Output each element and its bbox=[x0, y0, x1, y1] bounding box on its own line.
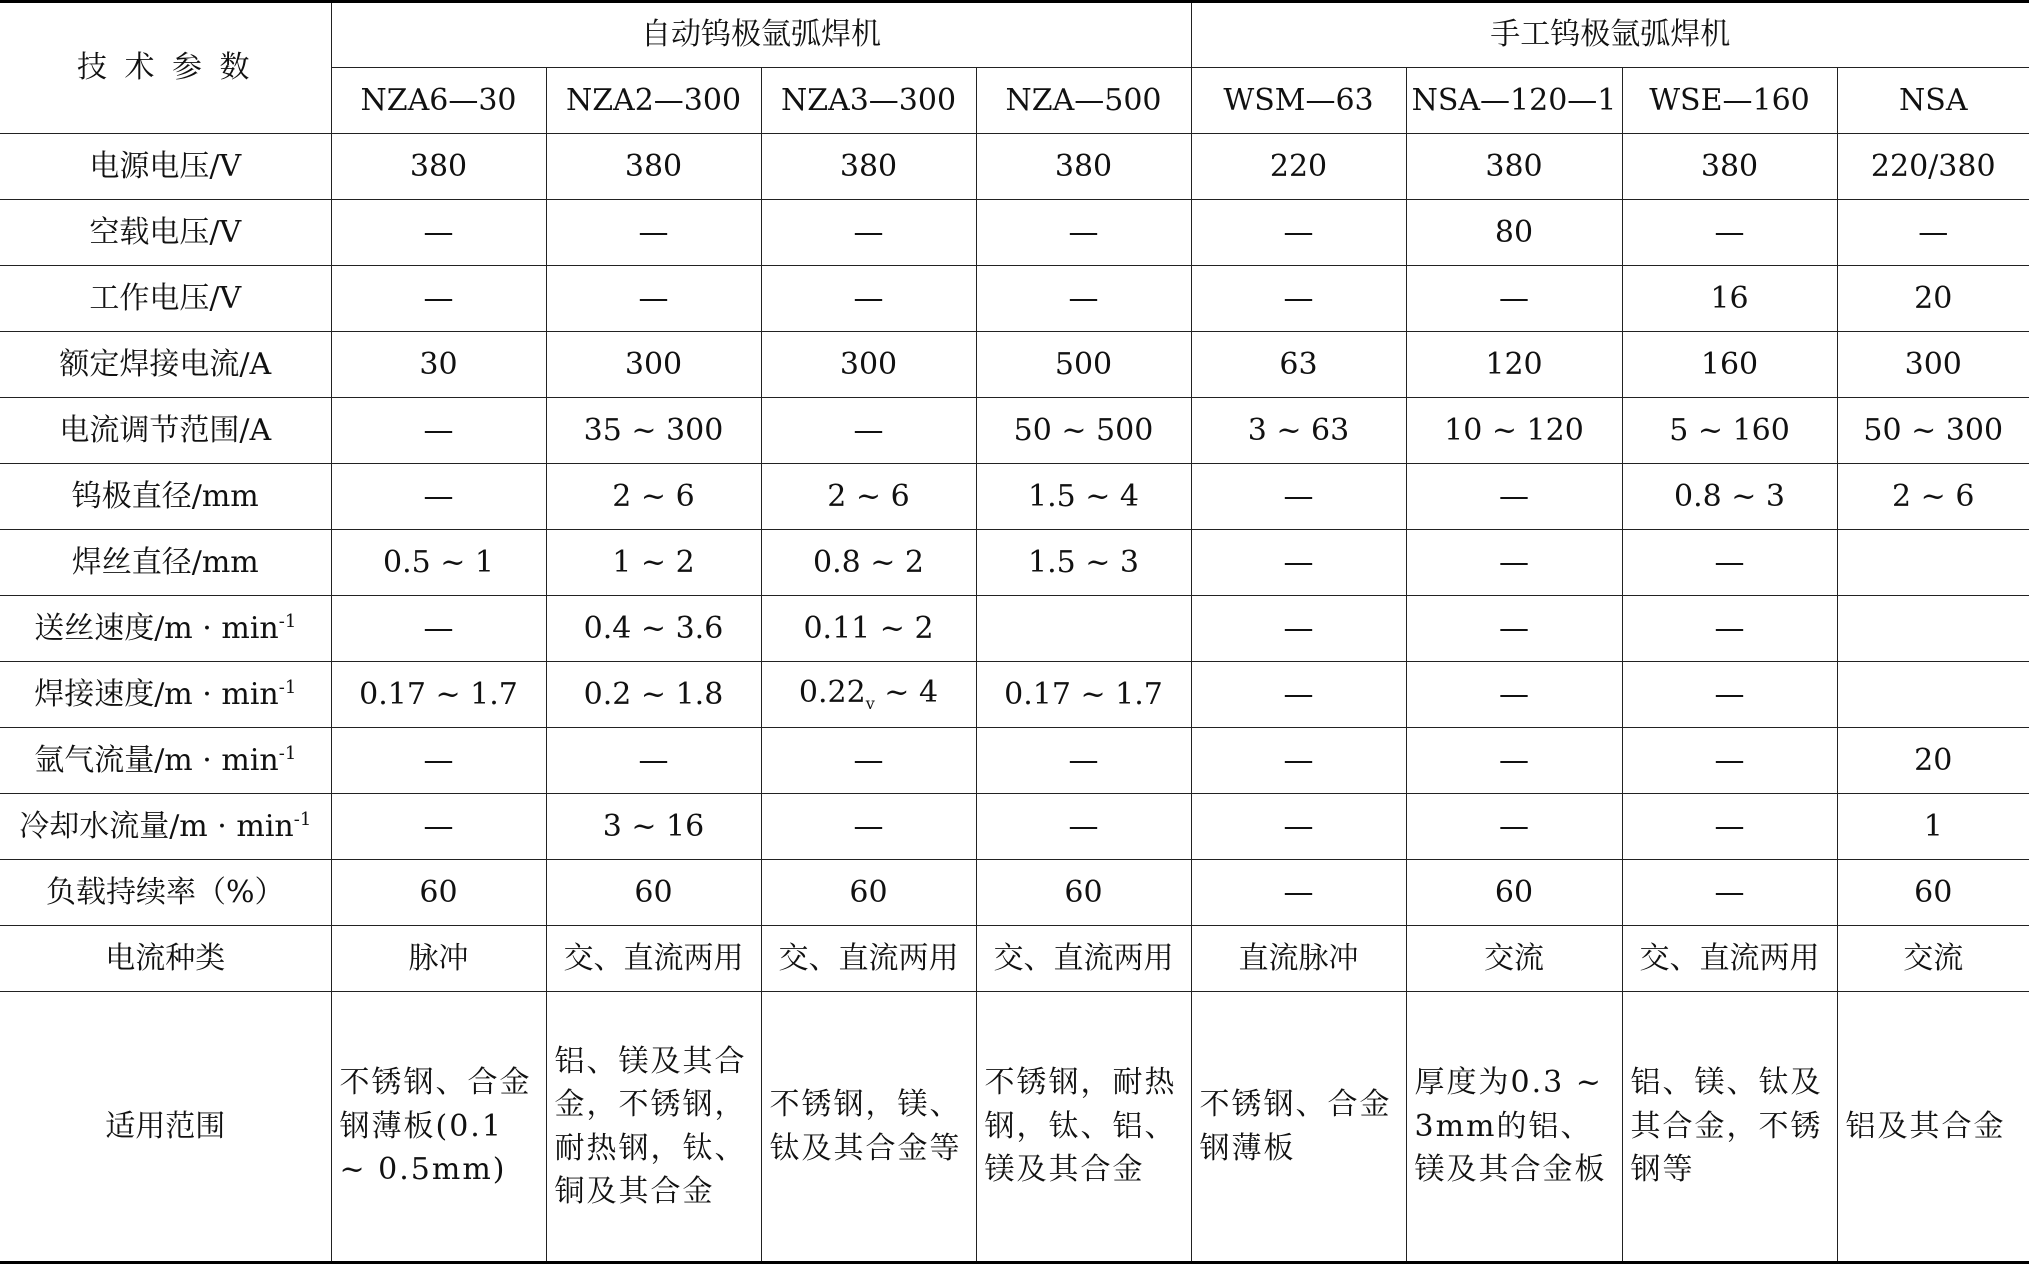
table-cell bbox=[1622, 926, 1837, 992]
cell-value: — bbox=[1068, 808, 1099, 844]
table-cell bbox=[976, 860, 1191, 926]
cell-value: 2 ~ 6 bbox=[612, 478, 695, 514]
cell-value: 交、直流两用 bbox=[563, 940, 744, 976]
table-cell bbox=[1837, 464, 2029, 530]
table-cell bbox=[546, 530, 761, 596]
scope-cell: 不锈钢，耐热钢，钛、铝、镁及其合金 bbox=[976, 992, 1191, 1263]
cell-value: — bbox=[1499, 280, 1529, 316]
table-cell bbox=[1837, 662, 2029, 728]
table-cell bbox=[546, 794, 761, 860]
cell-value: 60 bbox=[419, 874, 458, 910]
cell-value: 380 bbox=[409, 148, 468, 184]
cell-value: 300 bbox=[839, 346, 898, 382]
cell-value: 1.5 ~ 3 bbox=[1027, 544, 1139, 580]
table-cell bbox=[331, 728, 546, 794]
cell-value: — bbox=[853, 214, 884, 250]
table-cell bbox=[546, 596, 761, 662]
cell-value: 500 bbox=[1054, 346, 1113, 382]
cell-value: 交、直流两用 bbox=[1639, 940, 1820, 976]
table-cell bbox=[1406, 728, 1622, 794]
table-cell bbox=[1622, 332, 1837, 398]
cell-value: 60 bbox=[1064, 874, 1103, 910]
cell-value: 交流 bbox=[1903, 940, 1964, 976]
table-cell bbox=[976, 200, 1191, 266]
row-label-text: 空载电压/V bbox=[89, 214, 242, 250]
table-cell bbox=[1622, 266, 1837, 332]
group-auto-header: 自动钨极氩弧焊机 bbox=[331, 2, 1191, 68]
table-cell bbox=[976, 398, 1191, 464]
table-cell bbox=[546, 200, 761, 266]
scope-cell: 厚度为0.3 ~ 3mm的铝、镁及其合金板 bbox=[1406, 992, 1622, 1263]
row-label bbox=[0, 464, 331, 530]
cell-value: 380 bbox=[1700, 148, 1759, 184]
cell-value: — bbox=[1714, 808, 1745, 844]
cell-value: — bbox=[1714, 544, 1745, 580]
table-cell bbox=[1191, 926, 1406, 992]
table-cell bbox=[1191, 596, 1406, 662]
cell-value: 160 bbox=[1700, 346, 1759, 382]
row-label-text: 焊接速度/m · min bbox=[34, 676, 279, 712]
cell-value: — bbox=[1068, 214, 1099, 250]
table-cell bbox=[1406, 464, 1622, 530]
cell-value: 50 ~ 300 bbox=[1863, 412, 2004, 448]
cell-value: 20 bbox=[1914, 742, 1953, 778]
table-row-scope bbox=[0, 992, 2029, 1263]
table-cell bbox=[761, 596, 976, 662]
cell-value: — bbox=[638, 214, 669, 250]
table-cell bbox=[1622, 794, 1837, 860]
cell-value: 0.17 ~ 1.7 bbox=[1004, 676, 1163, 712]
table-cell bbox=[1837, 860, 2029, 926]
cell-value: 30 bbox=[419, 346, 458, 382]
table-cell bbox=[761, 266, 976, 332]
cell-value: — bbox=[1283, 544, 1314, 580]
row-label-text: 负载持续率（%） bbox=[45, 874, 285, 910]
table-cell bbox=[1837, 530, 2029, 596]
table-cell bbox=[546, 662, 761, 728]
cell-value: — bbox=[1714, 214, 1745, 250]
cell-value: — bbox=[423, 808, 454, 844]
table-row bbox=[0, 662, 2029, 728]
table-row bbox=[0, 794, 2029, 860]
table-cell bbox=[761, 662, 976, 728]
table-cell bbox=[331, 596, 546, 662]
row-label-text: 送丝速度/m · min bbox=[34, 610, 279, 646]
table-cell bbox=[546, 398, 761, 464]
table-row bbox=[0, 926, 2029, 992]
unit-exponent: -1 bbox=[293, 808, 312, 830]
table-cell bbox=[1622, 530, 1837, 596]
cell-value: 0.17 ~ 1.7 bbox=[359, 676, 518, 712]
cell-value: — bbox=[1283, 478, 1314, 514]
table-cell bbox=[1191, 794, 1406, 860]
model-header: NSA—120—1 bbox=[1406, 68, 1622, 134]
row-label-text: 钨极直径/mm bbox=[71, 478, 259, 514]
cell-value: — bbox=[1918, 214, 1949, 250]
table-cell bbox=[1406, 662, 1622, 728]
cell-value: 3 ~ 16 bbox=[602, 808, 705, 844]
table-cell bbox=[1837, 794, 2029, 860]
table-cell bbox=[331, 530, 546, 596]
table-cell bbox=[546, 464, 761, 530]
row-label: 适用范围 bbox=[0, 992, 331, 1263]
cell-value: 220 bbox=[1269, 148, 1328, 184]
scope-cell: 铝、镁、钛及其合金，不锈钢等 bbox=[1622, 992, 1837, 1263]
row-label bbox=[0, 662, 331, 728]
cell-value: — bbox=[1714, 610, 1745, 646]
table-cell bbox=[1837, 134, 2029, 200]
table-cell bbox=[331, 266, 546, 332]
cell-value-tail: ~ 4 bbox=[874, 675, 939, 711]
cell-value: 交流 bbox=[1484, 940, 1544, 976]
table-cell bbox=[1837, 398, 2029, 464]
table-cell bbox=[761, 794, 976, 860]
cell-value: 80 bbox=[1494, 214, 1534, 250]
cell-value: 0.8 ~ 3 bbox=[1673, 478, 1785, 514]
row-label bbox=[0, 596, 331, 662]
table-cell bbox=[1406, 794, 1622, 860]
table-cell bbox=[546, 332, 761, 398]
cell-value: — bbox=[853, 742, 884, 778]
table-cell bbox=[1406, 266, 1622, 332]
group-manual-header: 手工钨极氩弧焊机 bbox=[1191, 2, 2029, 68]
cell-value: 脉冲 bbox=[408, 940, 469, 976]
cell-value: — bbox=[1499, 610, 1529, 646]
cell-value: 0.5 ~ 1 bbox=[382, 544, 494, 580]
table-cell bbox=[546, 266, 761, 332]
cell-value: — bbox=[1283, 280, 1314, 316]
table-cell bbox=[761, 398, 976, 464]
row-label bbox=[0, 398, 331, 464]
cell-value: 2 ~ 6 bbox=[827, 478, 910, 514]
table-cell bbox=[976, 728, 1191, 794]
row-label-text: 冷却水流量/m · min bbox=[19, 808, 294, 844]
table-cell bbox=[1837, 266, 2029, 332]
cell-value: 120 bbox=[1485, 346, 1543, 382]
table-cell bbox=[1837, 596, 2029, 662]
cell-value: 5 ~ 160 bbox=[1669, 412, 1790, 448]
cell-value: 直流脉冲 bbox=[1238, 940, 1359, 976]
table-cell bbox=[1191, 662, 1406, 728]
table-row bbox=[0, 200, 2029, 266]
table-cell bbox=[1191, 134, 1406, 200]
cell-value: — bbox=[1283, 610, 1314, 646]
table-cell bbox=[331, 860, 546, 926]
table-cell bbox=[1191, 398, 1406, 464]
row-label-text: 额定焊接电流/A bbox=[59, 346, 272, 382]
cell-value: 380 bbox=[839, 148, 898, 184]
cell-value: — bbox=[1714, 874, 1745, 910]
table-row bbox=[0, 860, 2029, 926]
scope-cell: 铝、镁及其合金，不锈钢，耐热钢，钛、铜及其合金 bbox=[546, 992, 761, 1263]
cell-value: 0.22 bbox=[798, 675, 866, 711]
cell-value: 交、直流两用 bbox=[778, 940, 959, 976]
unit-exponent: -1 bbox=[278, 676, 297, 698]
model-header: WSE—160 bbox=[1622, 68, 1837, 134]
cell-value: 380 bbox=[1485, 148, 1543, 184]
table-cell bbox=[1622, 662, 1837, 728]
cell-value: — bbox=[1499, 808, 1529, 844]
table-cell bbox=[1837, 332, 2029, 398]
table-cell bbox=[1622, 398, 1837, 464]
param-header: 技 术 参 数 bbox=[0, 2, 331, 134]
table-cell bbox=[1191, 530, 1406, 596]
cell-value: 60 bbox=[1914, 874, 1953, 910]
unit-exponent: -1 bbox=[278, 610, 297, 632]
row-label-text: 电流种类 bbox=[105, 940, 226, 976]
cell-value: 10 ~ 120 bbox=[1444, 412, 1584, 448]
table-cell bbox=[1406, 530, 1622, 596]
scope-cell: 铝及其合金 bbox=[1837, 992, 2029, 1263]
cell-value: 0.11 ~ 2 bbox=[803, 610, 934, 646]
table-cell bbox=[761, 860, 976, 926]
scope-cell: 不锈钢、合金钢薄板 bbox=[1191, 992, 1406, 1263]
row-label bbox=[0, 860, 331, 926]
cell-value: 60 bbox=[1494, 874, 1534, 910]
row-label-text: 电源电压/V bbox=[89, 148, 242, 184]
table-cell bbox=[1622, 596, 1837, 662]
table-row bbox=[0, 464, 2029, 530]
table-cell bbox=[1191, 728, 1406, 794]
table-row bbox=[0, 134, 2029, 200]
table-cell bbox=[976, 596, 1191, 662]
table-row bbox=[0, 332, 2029, 398]
table-cell bbox=[976, 794, 1191, 860]
cell-value: — bbox=[1714, 676, 1745, 712]
table-cell bbox=[1837, 200, 2029, 266]
cell-value: 3 ~ 63 bbox=[1247, 412, 1350, 448]
cell-value: — bbox=[1499, 544, 1529, 580]
cell-value: 380 bbox=[624, 148, 683, 184]
table-row bbox=[0, 596, 2029, 662]
table-cell bbox=[1622, 728, 1837, 794]
table-cell bbox=[1406, 926, 1622, 992]
table-cell bbox=[1837, 728, 2029, 794]
cell-value: — bbox=[1283, 214, 1314, 250]
table-cell bbox=[331, 662, 546, 728]
cell-value: 300 bbox=[1904, 346, 1962, 382]
table-cell bbox=[331, 926, 546, 992]
table-row bbox=[0, 398, 2029, 464]
cell-value: 0.2 ~ 1.8 bbox=[583, 676, 724, 712]
row-label bbox=[0, 926, 331, 992]
cell-value: — bbox=[853, 412, 884, 448]
row-label-text: 电流调节范围/A bbox=[59, 412, 272, 448]
table-cell bbox=[1406, 860, 1622, 926]
row-label-text: 氩气流量/m · min bbox=[34, 742, 279, 778]
model-header: NZA2—300 bbox=[546, 68, 761, 134]
cell-value: 2 ~ 6 bbox=[1892, 478, 1975, 514]
cell-value: 1 bbox=[1923, 808, 1943, 844]
cell-value: — bbox=[423, 742, 454, 778]
table-cell bbox=[1622, 464, 1837, 530]
model-header: NZA6—30 bbox=[331, 68, 546, 134]
cell-value: — bbox=[423, 214, 454, 250]
table-cell bbox=[331, 794, 546, 860]
table-cell bbox=[546, 134, 761, 200]
cell-value: 63 bbox=[1279, 346, 1318, 382]
scope-cell: 不锈钢、合金钢薄板(0.1 ~ 0.5mm) bbox=[331, 992, 546, 1263]
table-cell bbox=[761, 926, 976, 992]
cell-value: — bbox=[423, 478, 454, 514]
table-cell bbox=[546, 860, 761, 926]
cell-value: 380 bbox=[1054, 148, 1113, 184]
table-cell bbox=[1406, 398, 1622, 464]
table-cell bbox=[546, 728, 761, 794]
table-cell bbox=[1622, 860, 1837, 926]
row-label bbox=[0, 332, 331, 398]
cell-subscript: v bbox=[865, 694, 875, 714]
table-cell bbox=[761, 464, 976, 530]
cell-value: — bbox=[1283, 874, 1314, 910]
table-cell bbox=[976, 332, 1191, 398]
cell-value: 1.5 ~ 4 bbox=[1027, 478, 1139, 514]
table-cell bbox=[1191, 332, 1406, 398]
row-label-text: 焊丝直径/mm bbox=[71, 544, 259, 580]
table-cell bbox=[761, 200, 976, 266]
model-header: NZA3—300 bbox=[761, 68, 976, 134]
cell-value: — bbox=[638, 280, 669, 316]
table-cell bbox=[976, 134, 1191, 200]
table-row bbox=[0, 728, 2029, 794]
cell-value: — bbox=[1499, 676, 1529, 712]
cell-value: — bbox=[1283, 676, 1314, 712]
model-header: NSA bbox=[1837, 68, 2029, 134]
table-row bbox=[0, 266, 2029, 332]
model-header: NZA—500 bbox=[976, 68, 1191, 134]
cell-value: 300 bbox=[624, 346, 683, 382]
table-cell bbox=[1406, 596, 1622, 662]
cell-value: 60 bbox=[634, 874, 673, 910]
cell-value: 0.4 ~ 3.6 bbox=[583, 610, 724, 646]
table-cell bbox=[331, 200, 546, 266]
table-cell bbox=[1191, 464, 1406, 530]
cell-value: 50 ~ 500 bbox=[1013, 412, 1154, 448]
cell-value: — bbox=[423, 412, 454, 448]
table-cell bbox=[976, 464, 1191, 530]
table-row bbox=[0, 530, 2029, 596]
cell-value: 交、直流两用 bbox=[993, 940, 1174, 976]
row-label bbox=[0, 266, 331, 332]
row-label-text: 工作电压/V bbox=[89, 280, 242, 316]
cell-value: — bbox=[1068, 742, 1099, 778]
row-label bbox=[0, 728, 331, 794]
table-cell bbox=[761, 728, 976, 794]
table-cell bbox=[761, 530, 976, 596]
table-cell bbox=[331, 398, 546, 464]
table-cell bbox=[761, 332, 976, 398]
cell-value: 0.8 ~ 2 bbox=[812, 544, 924, 580]
table-cell bbox=[761, 134, 976, 200]
cell-value: — bbox=[1714, 742, 1745, 778]
table-cell bbox=[1191, 266, 1406, 332]
table-cell bbox=[546, 926, 761, 992]
cell-value: — bbox=[1499, 742, 1529, 778]
row-label bbox=[0, 200, 331, 266]
table-cell bbox=[976, 662, 1191, 728]
table-cell bbox=[331, 134, 546, 200]
cell-value: 220/380 bbox=[1870, 148, 1996, 184]
unit-exponent: -1 bbox=[278, 742, 297, 764]
table-cell bbox=[1406, 200, 1622, 266]
row-label bbox=[0, 134, 331, 200]
table-cell bbox=[331, 332, 546, 398]
table-cell bbox=[331, 464, 546, 530]
cell-value: — bbox=[423, 280, 454, 316]
cell-value: — bbox=[638, 742, 669, 778]
cell-value: — bbox=[853, 280, 884, 316]
cell-value: — bbox=[853, 808, 884, 844]
model-header: WSM—63 bbox=[1191, 68, 1406, 134]
table-cell bbox=[1191, 200, 1406, 266]
row-label bbox=[0, 530, 331, 596]
row-label bbox=[0, 794, 331, 860]
table-cell bbox=[1191, 860, 1406, 926]
table-cell bbox=[1406, 332, 1622, 398]
table-cell bbox=[1622, 200, 1837, 266]
table-cell bbox=[976, 266, 1191, 332]
cell-value: 60 bbox=[849, 874, 888, 910]
table-cell bbox=[1837, 926, 2029, 992]
cell-value: — bbox=[1068, 280, 1099, 316]
cell-value: 35 ~ 300 bbox=[583, 412, 724, 448]
table-cell bbox=[976, 926, 1191, 992]
cell-value: — bbox=[1283, 808, 1314, 844]
cell-value: — bbox=[423, 610, 454, 646]
cell-value: 20 bbox=[1914, 280, 1953, 316]
cell-value: 16 bbox=[1710, 280, 1749, 316]
cell-value: — bbox=[1499, 478, 1529, 514]
cell-value: 1 ~ 2 bbox=[612, 544, 695, 580]
cell-value: — bbox=[1283, 742, 1314, 778]
table-cell bbox=[976, 530, 1191, 596]
table-cell bbox=[1406, 134, 1622, 200]
scope-cell: 不锈钢，镁、钛及其合金等 bbox=[761, 992, 976, 1263]
table-cell bbox=[1622, 134, 1837, 200]
